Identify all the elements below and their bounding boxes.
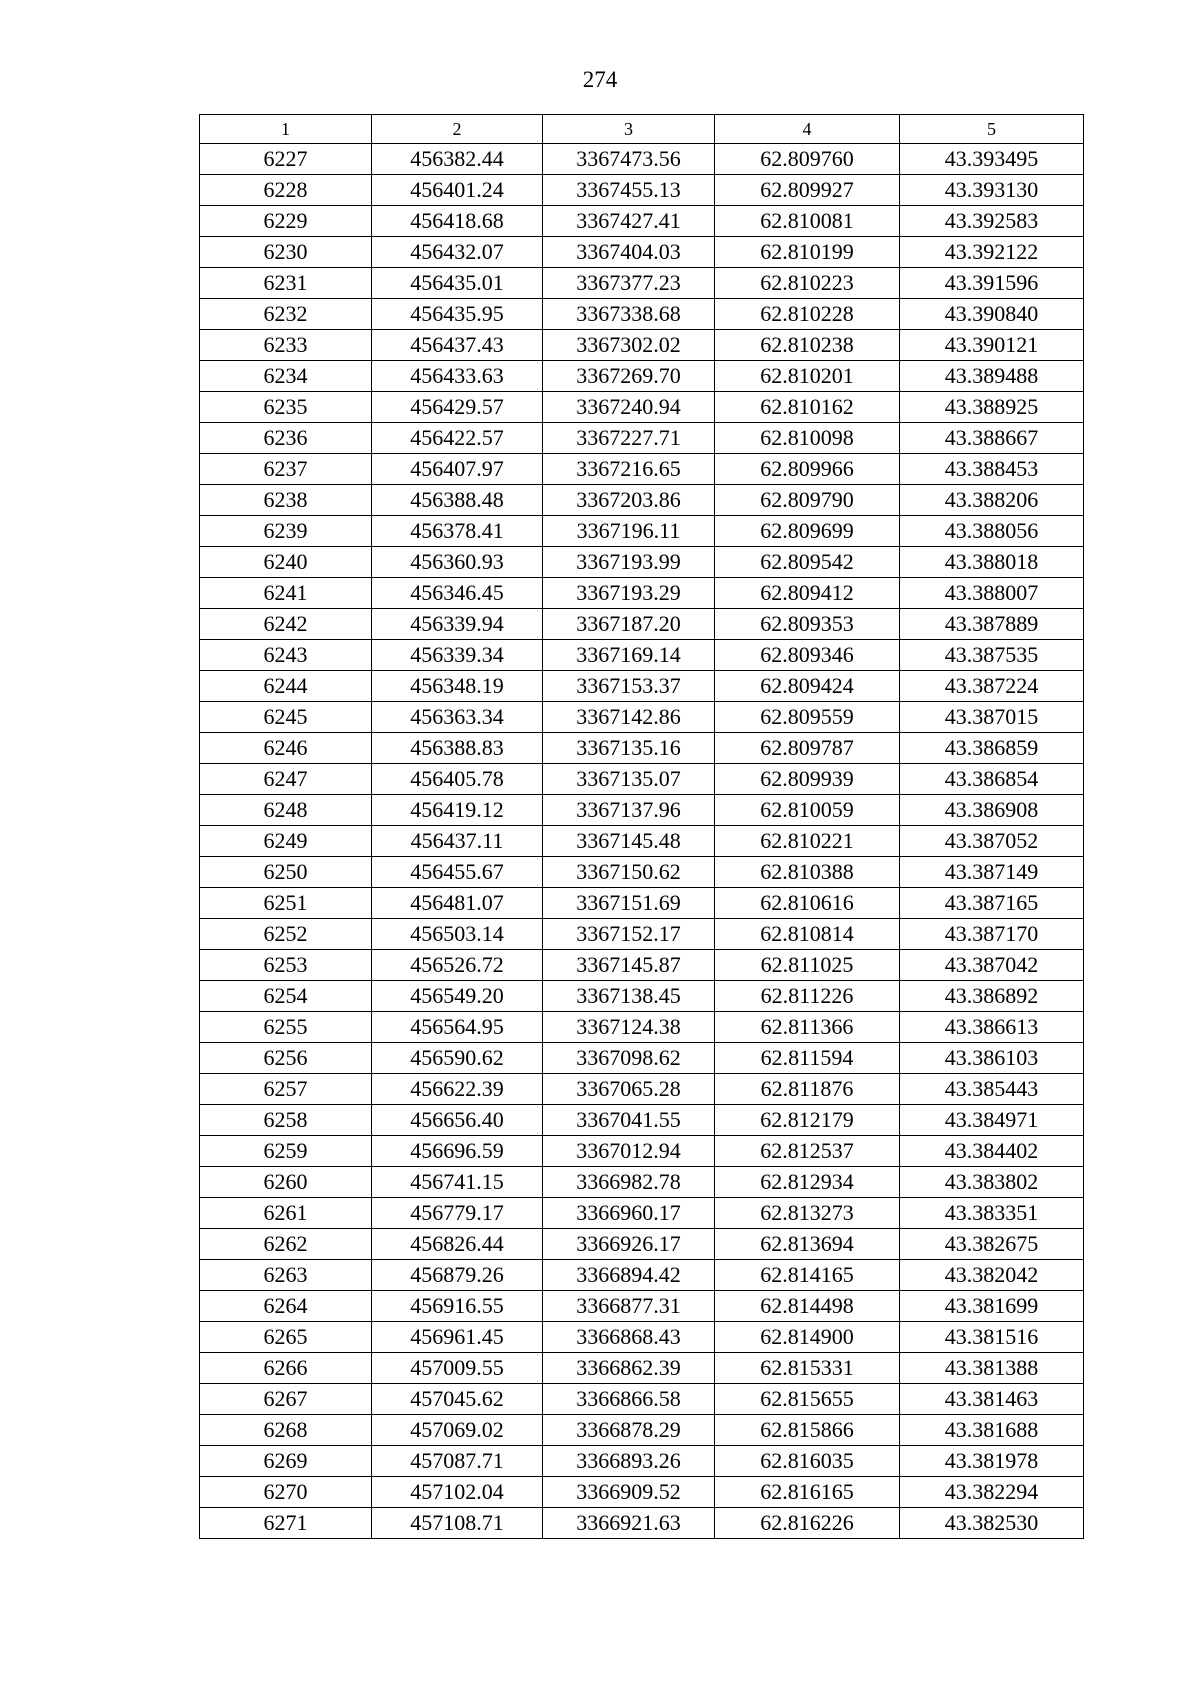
longitude-cell: 62.812934 xyxy=(715,1167,900,1198)
x-coordinate-cell: 456418.68 xyxy=(372,206,543,237)
table-row xyxy=(200,702,1084,733)
table-row xyxy=(200,1105,1084,1136)
point-number-cell: 6265 xyxy=(200,1322,372,1353)
x-coordinate-cell: 456422.57 xyxy=(372,423,543,454)
table-row xyxy=(200,268,1084,299)
latitude-cell: 43.387042 xyxy=(900,950,1084,981)
y-coordinate-cell: 3366894.42 xyxy=(543,1260,715,1291)
table-row xyxy=(200,1012,1084,1043)
x-coordinate-cell: 456433.63 xyxy=(372,361,543,392)
table-row xyxy=(200,330,1084,361)
y-coordinate-cell: 3366866.58 xyxy=(543,1384,715,1415)
y-coordinate-cell: 3367012.94 xyxy=(543,1136,715,1167)
y-coordinate-cell: 3366909.52 xyxy=(543,1477,715,1508)
column-header: 2 xyxy=(372,115,543,144)
latitude-cell: 43.390121 xyxy=(900,330,1084,361)
x-coordinate-cell: 456339.94 xyxy=(372,609,543,640)
point-number-cell: 6246 xyxy=(200,733,372,764)
x-coordinate-cell: 456590.62 xyxy=(372,1043,543,1074)
y-coordinate-cell: 3367169.14 xyxy=(543,640,715,671)
table-row xyxy=(200,888,1084,919)
table-row xyxy=(200,299,1084,330)
point-number-cell: 6260 xyxy=(200,1167,372,1198)
y-coordinate-cell: 3367153.37 xyxy=(543,671,715,702)
x-coordinate-cell: 456826.44 xyxy=(372,1229,543,1260)
point-number-cell: 6256 xyxy=(200,1043,372,1074)
x-coordinate-cell: 457045.62 xyxy=(372,1384,543,1415)
longitude-cell: 62.810228 xyxy=(715,299,900,330)
longitude-cell: 62.813273 xyxy=(715,1198,900,1229)
x-coordinate-cell: 456346.45 xyxy=(372,578,543,609)
y-coordinate-cell: 3367145.48 xyxy=(543,826,715,857)
y-coordinate-cell: 3367152.17 xyxy=(543,919,715,950)
table-row xyxy=(200,764,1084,795)
table-row xyxy=(200,1167,1084,1198)
y-coordinate-cell: 3366921.63 xyxy=(543,1508,715,1539)
latitude-cell: 43.388056 xyxy=(900,516,1084,547)
table-row xyxy=(200,919,1084,950)
y-coordinate-cell: 3367240.94 xyxy=(543,392,715,423)
longitude-cell: 62.811366 xyxy=(715,1012,900,1043)
longitude-cell: 62.815866 xyxy=(715,1415,900,1446)
longitude-cell: 62.810616 xyxy=(715,888,900,919)
table-row xyxy=(200,1384,1084,1415)
longitude-cell: 62.809346 xyxy=(715,640,900,671)
longitude-cell: 62.809760 xyxy=(715,144,900,175)
x-coordinate-cell: 457102.04 xyxy=(372,1477,543,1508)
table-row xyxy=(200,857,1084,888)
point-number-cell: 6244 xyxy=(200,671,372,702)
x-coordinate-cell: 456455.67 xyxy=(372,857,543,888)
point-number-cell: 6258 xyxy=(200,1105,372,1136)
x-coordinate-cell: 456503.14 xyxy=(372,919,543,950)
latitude-cell: 43.381699 xyxy=(900,1291,1084,1322)
longitude-cell: 62.810223 xyxy=(715,268,900,299)
y-coordinate-cell: 3367377.23 xyxy=(543,268,715,299)
latitude-cell: 43.385443 xyxy=(900,1074,1084,1105)
table-row xyxy=(200,950,1084,981)
latitude-cell: 43.381463 xyxy=(900,1384,1084,1415)
x-coordinate-cell: 456437.43 xyxy=(372,330,543,361)
column-header: 3 xyxy=(543,115,715,144)
latitude-cell: 43.392583 xyxy=(900,206,1084,237)
table-row xyxy=(200,237,1084,268)
point-number-cell: 6270 xyxy=(200,1477,372,1508)
y-coordinate-cell: 3367196.11 xyxy=(543,516,715,547)
latitude-cell: 43.388206 xyxy=(900,485,1084,516)
latitude-cell: 43.386892 xyxy=(900,981,1084,1012)
y-coordinate-cell: 3366982.78 xyxy=(543,1167,715,1198)
x-coordinate-cell: 456435.01 xyxy=(372,268,543,299)
point-number-cell: 6235 xyxy=(200,392,372,423)
latitude-cell: 43.386854 xyxy=(900,764,1084,795)
x-coordinate-cell: 456879.26 xyxy=(372,1260,543,1291)
y-coordinate-cell: 3366877.31 xyxy=(543,1291,715,1322)
table-row xyxy=(200,485,1084,516)
point-number-cell: 6232 xyxy=(200,299,372,330)
y-coordinate-cell: 3367138.45 xyxy=(543,981,715,1012)
x-coordinate-cell: 457108.71 xyxy=(372,1508,543,1539)
longitude-cell: 62.815331 xyxy=(715,1353,900,1384)
longitude-cell: 62.810238 xyxy=(715,330,900,361)
table-row xyxy=(200,1353,1084,1384)
x-coordinate-cell: 457087.71 xyxy=(372,1446,543,1477)
longitude-cell: 62.816226 xyxy=(715,1508,900,1539)
latitude-cell: 43.382530 xyxy=(900,1508,1084,1539)
table-row xyxy=(200,795,1084,826)
point-number-cell: 6250 xyxy=(200,857,372,888)
x-coordinate-cell: 456526.72 xyxy=(372,950,543,981)
point-number-cell: 6248 xyxy=(200,795,372,826)
y-coordinate-cell: 3367473.56 xyxy=(543,144,715,175)
longitude-cell: 62.809790 xyxy=(715,485,900,516)
x-coordinate-cell: 456549.20 xyxy=(372,981,543,1012)
point-number-cell: 6252 xyxy=(200,919,372,950)
x-coordinate-cell: 456961.45 xyxy=(372,1322,543,1353)
longitude-cell: 62.814900 xyxy=(715,1322,900,1353)
y-coordinate-cell: 3367151.69 xyxy=(543,888,715,919)
point-number-cell: 6242 xyxy=(200,609,372,640)
longitude-cell: 62.809966 xyxy=(715,454,900,485)
x-coordinate-cell: 456405.78 xyxy=(372,764,543,795)
y-coordinate-cell: 3367269.70 xyxy=(543,361,715,392)
x-coordinate-cell: 457009.55 xyxy=(372,1353,543,1384)
table-row xyxy=(200,1043,1084,1074)
x-coordinate-cell: 456437.11 xyxy=(372,826,543,857)
table-row xyxy=(200,144,1084,175)
point-number-cell: 6257 xyxy=(200,1074,372,1105)
latitude-cell: 43.387224 xyxy=(900,671,1084,702)
table-row xyxy=(200,454,1084,485)
table-row xyxy=(200,1322,1084,1353)
x-coordinate-cell: 456401.24 xyxy=(372,175,543,206)
point-number-cell: 6243 xyxy=(200,640,372,671)
latitude-cell: 43.387052 xyxy=(900,826,1084,857)
longitude-cell: 62.809412 xyxy=(715,578,900,609)
x-coordinate-cell: 457069.02 xyxy=(372,1415,543,1446)
table-row xyxy=(200,1074,1084,1105)
y-coordinate-cell: 3367455.13 xyxy=(543,175,715,206)
latitude-cell: 43.386908 xyxy=(900,795,1084,826)
y-coordinate-cell: 3367203.86 xyxy=(543,485,715,516)
point-number-cell: 6234 xyxy=(200,361,372,392)
x-coordinate-cell: 456916.55 xyxy=(372,1291,543,1322)
latitude-cell: 43.388007 xyxy=(900,578,1084,609)
table-row xyxy=(200,423,1084,454)
longitude-cell: 62.811594 xyxy=(715,1043,900,1074)
longitude-cell: 62.810081 xyxy=(715,206,900,237)
latitude-cell: 43.387015 xyxy=(900,702,1084,733)
table-row xyxy=(200,392,1084,423)
column-header: 5 xyxy=(900,115,1084,144)
latitude-cell: 43.386103 xyxy=(900,1043,1084,1074)
y-coordinate-cell: 3367187.20 xyxy=(543,609,715,640)
latitude-cell: 43.387165 xyxy=(900,888,1084,919)
y-coordinate-cell: 3367145.87 xyxy=(543,950,715,981)
y-coordinate-cell: 3366878.29 xyxy=(543,1415,715,1446)
longitude-cell: 62.810388 xyxy=(715,857,900,888)
column-header: 1 xyxy=(200,115,372,144)
longitude-cell: 62.809542 xyxy=(715,547,900,578)
longitude-cell: 62.810221 xyxy=(715,826,900,857)
y-coordinate-cell: 3367142.86 xyxy=(543,702,715,733)
point-number-cell: 6233 xyxy=(200,330,372,361)
table-row xyxy=(200,640,1084,671)
x-coordinate-cell: 456363.34 xyxy=(372,702,543,733)
point-number-cell: 6230 xyxy=(200,237,372,268)
y-coordinate-cell: 3367302.02 xyxy=(543,330,715,361)
point-number-cell: 6228 xyxy=(200,175,372,206)
latitude-cell: 43.383802 xyxy=(900,1167,1084,1198)
table-row xyxy=(200,826,1084,857)
y-coordinate-cell: 3367227.71 xyxy=(543,423,715,454)
latitude-cell: 43.384971 xyxy=(900,1105,1084,1136)
latitude-cell: 43.386613 xyxy=(900,1012,1084,1043)
longitude-cell: 62.816165 xyxy=(715,1477,900,1508)
latitude-cell: 43.393130 xyxy=(900,175,1084,206)
point-number-cell: 6240 xyxy=(200,547,372,578)
longitude-cell: 62.810199 xyxy=(715,237,900,268)
point-number-cell: 6267 xyxy=(200,1384,372,1415)
x-coordinate-cell: 456564.95 xyxy=(372,1012,543,1043)
latitude-cell: 43.387535 xyxy=(900,640,1084,671)
latitude-cell: 43.381978 xyxy=(900,1446,1084,1477)
latitude-cell: 43.381388 xyxy=(900,1353,1084,1384)
x-coordinate-cell: 456378.41 xyxy=(372,516,543,547)
y-coordinate-cell: 3366960.17 xyxy=(543,1198,715,1229)
longitude-cell: 62.813694 xyxy=(715,1229,900,1260)
point-number-cell: 6254 xyxy=(200,981,372,1012)
point-number-cell: 6229 xyxy=(200,206,372,237)
x-coordinate-cell: 456407.97 xyxy=(372,454,543,485)
column-header: 4 xyxy=(715,115,900,144)
longitude-cell: 62.814498 xyxy=(715,1291,900,1322)
y-coordinate-cell: 3367135.07 xyxy=(543,764,715,795)
x-coordinate-cell: 456622.39 xyxy=(372,1074,543,1105)
latitude-cell: 43.388925 xyxy=(900,392,1084,423)
point-number-cell: 6269 xyxy=(200,1446,372,1477)
table-row xyxy=(200,547,1084,578)
point-number-cell: 6263 xyxy=(200,1260,372,1291)
table-row xyxy=(200,1508,1084,1539)
longitude-cell: 62.811226 xyxy=(715,981,900,1012)
longitude-cell: 62.810059 xyxy=(715,795,900,826)
point-number-cell: 6239 xyxy=(200,516,372,547)
point-number-cell: 6249 xyxy=(200,826,372,857)
y-coordinate-cell: 3367216.65 xyxy=(543,454,715,485)
latitude-cell: 43.388453 xyxy=(900,454,1084,485)
y-coordinate-cell: 3366868.43 xyxy=(543,1322,715,1353)
coordinates-table xyxy=(199,114,1084,1539)
longitude-cell: 62.809353 xyxy=(715,609,900,640)
table-row xyxy=(200,361,1084,392)
latitude-cell: 43.388667 xyxy=(900,423,1084,454)
latitude-cell: 43.384402 xyxy=(900,1136,1084,1167)
longitude-cell: 62.811025 xyxy=(715,950,900,981)
point-number-cell: 6247 xyxy=(200,764,372,795)
point-number-cell: 6236 xyxy=(200,423,372,454)
table-row xyxy=(200,1415,1084,1446)
x-coordinate-cell: 456388.83 xyxy=(372,733,543,764)
longitude-cell: 62.810162 xyxy=(715,392,900,423)
table-row xyxy=(200,578,1084,609)
table-row xyxy=(200,1260,1084,1291)
point-number-cell: 6231 xyxy=(200,268,372,299)
longitude-cell: 62.810098 xyxy=(715,423,900,454)
x-coordinate-cell: 456339.34 xyxy=(372,640,543,671)
longitude-cell: 62.812179 xyxy=(715,1105,900,1136)
point-number-cell: 6241 xyxy=(200,578,372,609)
y-coordinate-cell: 3367135.16 xyxy=(543,733,715,764)
latitude-cell: 43.388018 xyxy=(900,547,1084,578)
page-number: 274 xyxy=(582,67,618,92)
latitude-cell: 43.387889 xyxy=(900,609,1084,640)
table-row xyxy=(200,1446,1084,1477)
y-coordinate-cell: 3367041.55 xyxy=(543,1105,715,1136)
y-coordinate-cell: 3367193.29 xyxy=(543,578,715,609)
x-coordinate-cell: 456360.93 xyxy=(372,547,543,578)
latitude-cell: 43.391596 xyxy=(900,268,1084,299)
y-coordinate-cell: 3367338.68 xyxy=(543,299,715,330)
longitude-cell: 62.815655 xyxy=(715,1384,900,1415)
point-number-cell: 6259 xyxy=(200,1136,372,1167)
longitude-cell: 62.814165 xyxy=(715,1260,900,1291)
table-row xyxy=(200,1136,1084,1167)
x-coordinate-cell: 456382.44 xyxy=(372,144,543,175)
latitude-cell: 43.393495 xyxy=(900,144,1084,175)
latitude-cell: 43.387170 xyxy=(900,919,1084,950)
latitude-cell: 43.382294 xyxy=(900,1477,1084,1508)
point-number-cell: 6237 xyxy=(200,454,372,485)
longitude-cell: 62.810814 xyxy=(715,919,900,950)
longitude-cell: 62.812537 xyxy=(715,1136,900,1167)
table-row xyxy=(200,516,1084,547)
y-coordinate-cell: 3366862.39 xyxy=(543,1353,715,1384)
y-coordinate-cell: 3367150.62 xyxy=(543,857,715,888)
y-coordinate-cell: 3367124.38 xyxy=(543,1012,715,1043)
latitude-cell: 43.392122 xyxy=(900,237,1084,268)
longitude-cell: 62.809424 xyxy=(715,671,900,702)
point-number-cell: 6245 xyxy=(200,702,372,733)
x-coordinate-cell: 456779.17 xyxy=(372,1198,543,1229)
table-row xyxy=(200,609,1084,640)
x-coordinate-cell: 456432.07 xyxy=(372,237,543,268)
table-header-row xyxy=(200,115,1084,144)
point-number-cell: 6255 xyxy=(200,1012,372,1043)
table-row xyxy=(200,1198,1084,1229)
y-coordinate-cell: 3366926.17 xyxy=(543,1229,715,1260)
longitude-cell: 62.809927 xyxy=(715,175,900,206)
latitude-cell: 43.381516 xyxy=(900,1322,1084,1353)
point-number-cell: 6238 xyxy=(200,485,372,516)
longitude-cell: 62.811876 xyxy=(715,1074,900,1105)
table-row xyxy=(200,1229,1084,1260)
longitude-cell: 62.809699 xyxy=(715,516,900,547)
table-row xyxy=(200,671,1084,702)
longitude-cell: 62.809559 xyxy=(715,702,900,733)
longitude-cell: 62.809939 xyxy=(715,764,900,795)
point-number-cell: 6271 xyxy=(200,1508,372,1539)
longitude-cell: 62.809787 xyxy=(715,733,900,764)
point-number-cell: 6251 xyxy=(200,888,372,919)
table-row xyxy=(200,981,1084,1012)
point-number-cell: 6262 xyxy=(200,1229,372,1260)
y-coordinate-cell: 3367065.28 xyxy=(543,1074,715,1105)
latitude-cell: 43.381688 xyxy=(900,1415,1084,1446)
x-coordinate-cell: 456656.40 xyxy=(372,1105,543,1136)
latitude-cell: 43.390840 xyxy=(900,299,1084,330)
x-coordinate-cell: 456388.48 xyxy=(372,485,543,516)
x-coordinate-cell: 456348.19 xyxy=(372,671,543,702)
latitude-cell: 43.387149 xyxy=(900,857,1084,888)
y-coordinate-cell: 3367098.62 xyxy=(543,1043,715,1074)
y-coordinate-cell: 3367137.96 xyxy=(543,795,715,826)
longitude-cell: 62.810201 xyxy=(715,361,900,392)
x-coordinate-cell: 456696.59 xyxy=(372,1136,543,1167)
point-number-cell: 6253 xyxy=(200,950,372,981)
longitude-cell: 62.816035 xyxy=(715,1446,900,1477)
y-coordinate-cell: 3367427.41 xyxy=(543,206,715,237)
x-coordinate-cell: 456429.57 xyxy=(372,392,543,423)
x-coordinate-cell: 456481.07 xyxy=(372,888,543,919)
point-number-cell: 6268 xyxy=(200,1415,372,1446)
y-coordinate-cell: 3367193.99 xyxy=(543,547,715,578)
latitude-cell: 43.382675 xyxy=(900,1229,1084,1260)
y-coordinate-cell: 3367404.03 xyxy=(543,237,715,268)
point-number-cell: 6227 xyxy=(200,144,372,175)
x-coordinate-cell: 456741.15 xyxy=(372,1167,543,1198)
table-body xyxy=(200,144,1084,1539)
table-row xyxy=(200,1291,1084,1322)
point-number-cell: 6264 xyxy=(200,1291,372,1322)
latitude-cell: 43.389488 xyxy=(900,361,1084,392)
table-row xyxy=(200,206,1084,237)
point-number-cell: 6266 xyxy=(200,1353,372,1384)
latitude-cell: 43.382042 xyxy=(900,1260,1084,1291)
y-coordinate-cell: 3366893.26 xyxy=(543,1446,715,1477)
latitude-cell: 43.383351 xyxy=(900,1198,1084,1229)
x-coordinate-cell: 456419.12 xyxy=(372,795,543,826)
table-row xyxy=(200,1477,1084,1508)
table-row xyxy=(200,733,1084,764)
table-row xyxy=(200,175,1084,206)
point-number-cell: 6261 xyxy=(200,1198,372,1229)
x-coordinate-cell: 456435.95 xyxy=(372,299,543,330)
latitude-cell: 43.386859 xyxy=(900,733,1084,764)
